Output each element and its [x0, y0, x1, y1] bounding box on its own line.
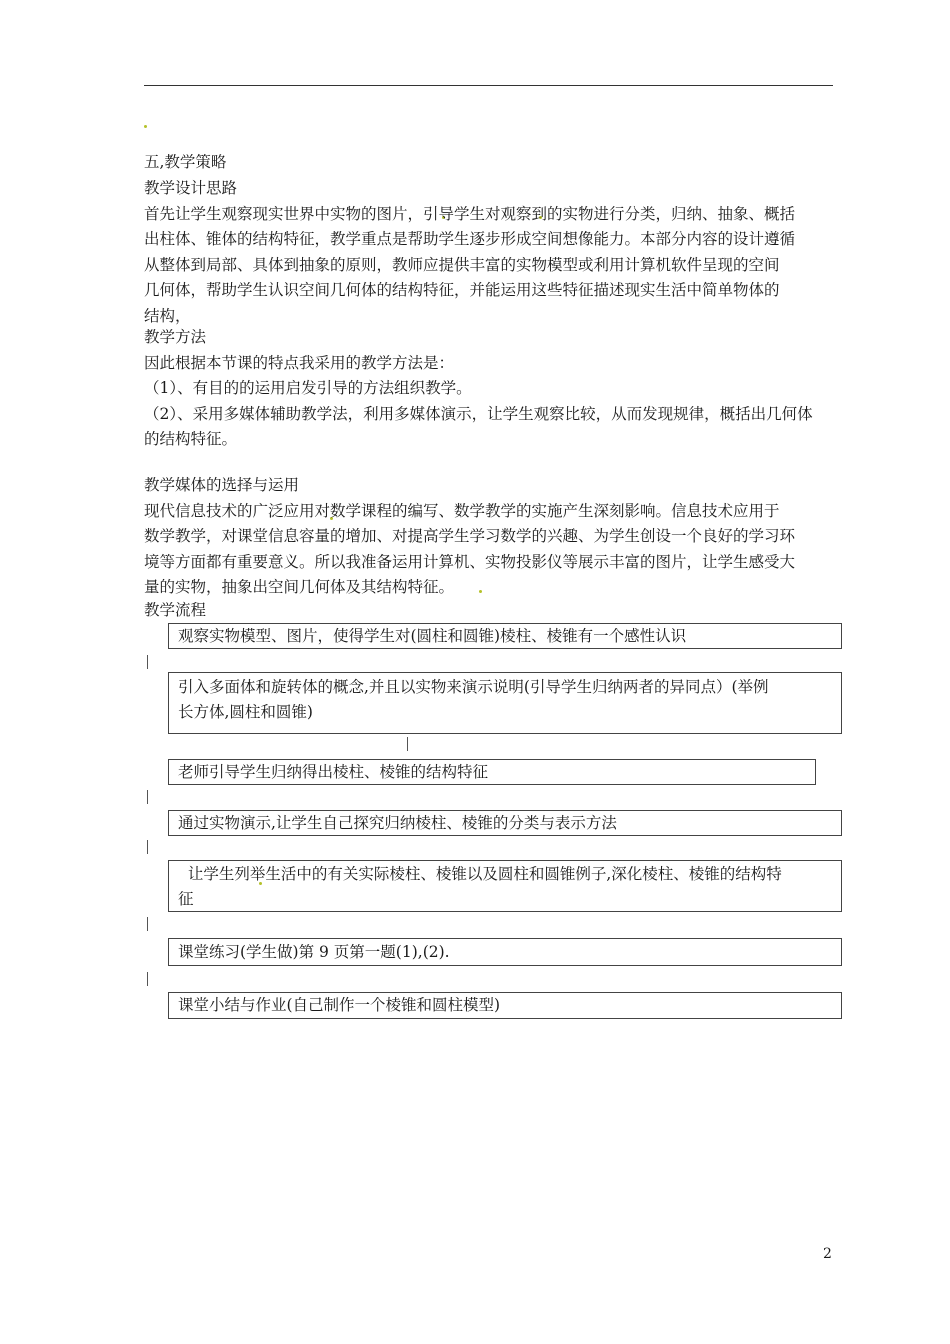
- paragraph-line: 从整体到局部、具体到抽象的原则，教师应提供丰富的实物模型或利用计算机软件呈现的空间: [144, 255, 780, 274]
- flow-step: 让学生列举生活中的有关实际棱柱、棱锥以及圆柱和圆锥例子,深化棱柱、棱锥的结构特 征: [168, 860, 842, 912]
- design-heading: 教学设计思路: [144, 179, 238, 197]
- paragraph-line: 出柱体、锥体的结构特征，教学重点是帮助学生逐步形成空间想像能力。本部分内容的设计遵循: [144, 230, 796, 248]
- design-section: [144, 176, 844, 329]
- flow-step: 课堂小结与作业(自己制作一个棱锥和圆柱模型): [168, 992, 842, 1019]
- page-number: 2: [823, 1246, 832, 1262]
- list-item: （2）、采用多媒体辅助教学法，利用多媒体演示，让学生观察比较，从而发现规律，概括出几何体: [144, 404, 813, 423]
- flow-connector: [147, 655, 148, 669]
- flow-heading: 教学流程: [144, 601, 207, 619]
- list-item: （1）、有目的的运用启发引导的方法组织教学。: [144, 379, 472, 397]
- paragraph-line: 因此根据本节课的特点我采用的教学方法是：: [144, 353, 455, 372]
- flow-step: 通过实物演示,让学生自己探究归纳棱柱、棱锥的分类与表示方法: [168, 810, 842, 836]
- media-section: [144, 473, 844, 601]
- paragraph-line: 现代信息技术的广泛应用对数学课程的编写、数学教学的实施产生深刻影响。信息技术应用于: [144, 501, 780, 520]
- flow-connector: [147, 917, 148, 931]
- media-heading: 教学媒体的选择与运用: [144, 476, 300, 494]
- methods-heading: 教学方法: [144, 328, 207, 346]
- flow-step: 观察实物模型、图片，使得学生对(圆柱和圆锥)棱柱、棱锥有一个感性认识: [168, 623, 842, 649]
- section-heading: 五,教学策略: [144, 153, 227, 171]
- paragraph-line: 的结构特征。: [144, 430, 238, 448]
- paragraph-line: 数学教学，对课堂信息容量的增加、对提高学生学习数学的兴趣、为学生创设一个良好的学习环: [144, 527, 796, 545]
- paragraph-line: 几何体，帮助学生认识空间几何体的结构特征，并能运用这些特征描述现实生活中简单物体的: [144, 281, 780, 299]
- header-rule: [144, 85, 833, 86]
- paragraph-line: 境等方面都有重要意义。所以我准备运用计算机、实物投影仪等展示丰富的图片，让学生感受大: [144, 552, 796, 571]
- flow-connector: [147, 972, 148, 986]
- paragraph-line: 结构，: [144, 306, 191, 325]
- flow-connector: [147, 790, 148, 804]
- paragraph-line: 首先让学生观察现实世界中实物的图片，引导学生对观察到的实物进行分类，归纳、抽象、概括: [144, 204, 796, 223]
- flow-step: 引入多面体和旋转体的概念,并且以实物来演示说明(引导学生归纳两者的异同点）(举例 长方体,圆柱和圆锥): [168, 672, 842, 734]
- flow-connector: [407, 737, 408, 751]
- decorative-dot: [144, 125, 147, 128]
- paragraph-line: 量的实物，抽象出空间几何体及其结构特征。: [144, 578, 455, 596]
- methods-section: [144, 325, 844, 453]
- flow-step: 老师引导学生归纳得出棱柱、棱锥的结构特征: [168, 759, 816, 785]
- flow-step: 课堂练习(学生做)第 9 页第一题(1),(2).: [168, 938, 842, 966]
- flow-connector: [147, 840, 148, 854]
